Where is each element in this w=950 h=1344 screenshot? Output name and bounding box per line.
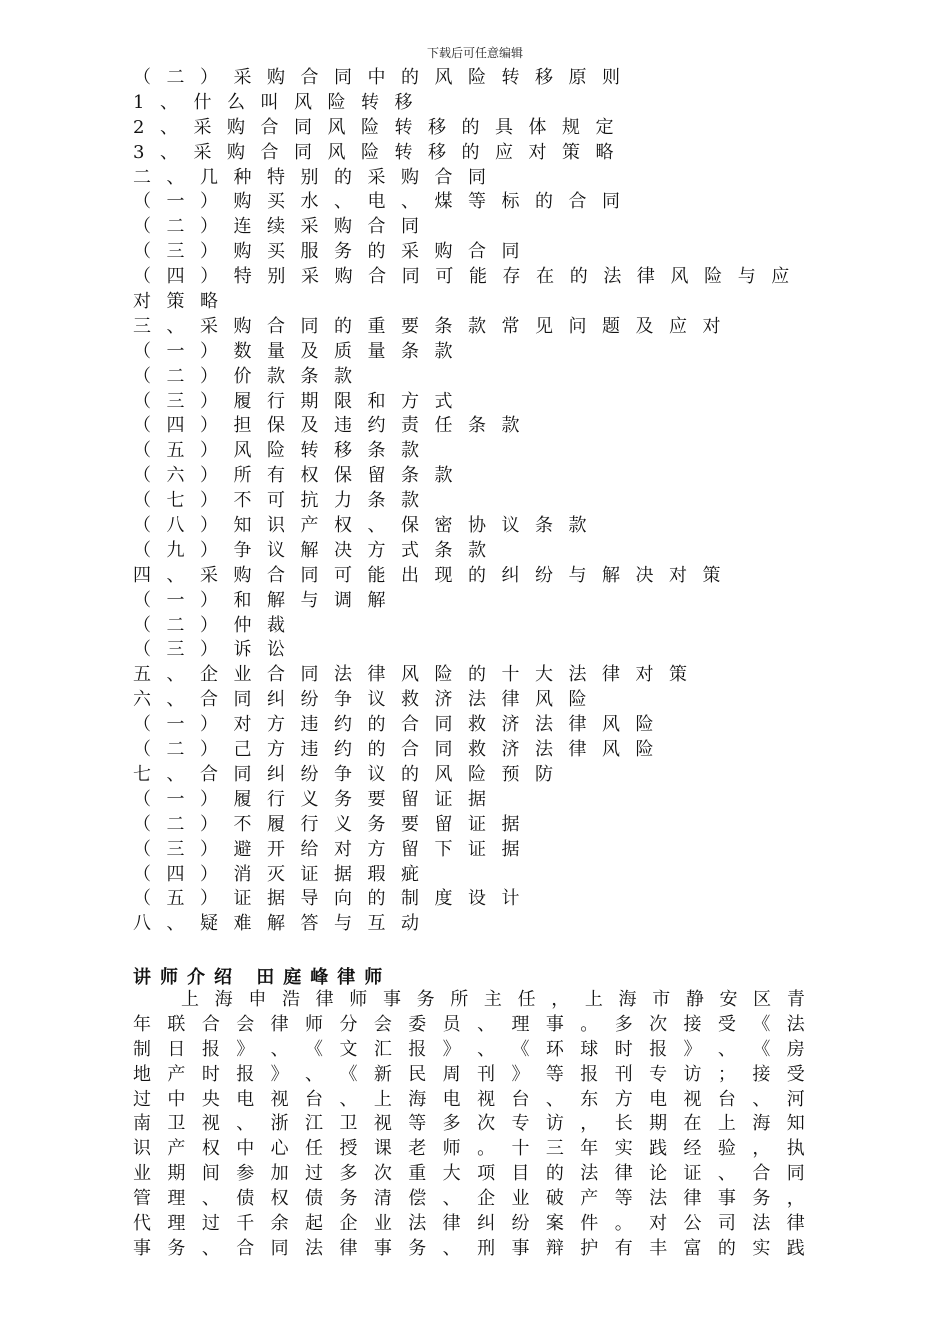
char: 辩 — [545, 1237, 564, 1259]
char: 次 — [649, 1013, 668, 1035]
outline-item: （七）不可抗力条款 — [133, 490, 435, 512]
char: 南 — [133, 1113, 151, 1135]
char: 多 — [339, 1163, 358, 1185]
char: 日 — [167, 1038, 186, 1060]
char: 清 — [373, 1188, 392, 1210]
outline-item: （二）价款条款 — [133, 365, 368, 387]
char: 过 — [201, 1213, 220, 1235]
char: 》 — [270, 1063, 289, 1085]
char: 《 — [511, 1038, 530, 1060]
char: 破 — [545, 1188, 564, 1210]
char: 市 — [652, 989, 671, 1010]
char: 别 — [267, 266, 301, 288]
char: 富 — [683, 1237, 702, 1259]
outline-item: （五）风险转移条款 — [133, 440, 435, 462]
char: 环 — [545, 1038, 564, 1060]
char: 合 — [752, 1163, 771, 1185]
char: 分 — [339, 1013, 358, 1035]
char: 法 — [752, 1213, 771, 1235]
char: 委 — [408, 1013, 427, 1035]
char: 法 — [580, 1163, 599, 1185]
char: 事 — [382, 989, 401, 1010]
char: 在 — [536, 266, 570, 288]
char: 知 — [786, 1113, 805, 1135]
outline-item: 五、企业合同法律风险的十大法律对策 — [133, 664, 703, 686]
char: 律 — [270, 1013, 289, 1035]
char: 事 — [545, 1013, 564, 1035]
char: ， — [786, 1188, 805, 1210]
char: 青 — [786, 989, 805, 1010]
char: 产 — [580, 1188, 599, 1210]
char: 师 — [442, 1138, 461, 1160]
char: 海 — [752, 1113, 771, 1135]
char: 地 — [133, 1063, 151, 1085]
char: 企 — [477, 1188, 496, 1210]
course-outline — [133, 66, 813, 937]
outline-item: （一）履行义务要留证据 — [133, 788, 502, 810]
bio-line — [133, 1187, 805, 1212]
char: 执 — [786, 1138, 805, 1160]
char: 央 — [201, 1088, 220, 1110]
char: 区 — [753, 989, 772, 1010]
char: 、 — [477, 1038, 496, 1060]
char: 应 — [771, 266, 805, 288]
char: ， — [752, 1138, 771, 1160]
char: 识 — [133, 1138, 151, 1160]
char: 报 — [236, 1063, 255, 1085]
char: 余 — [270, 1213, 289, 1235]
char: ） — [200, 266, 234, 288]
char: 、 — [752, 1088, 771, 1110]
char: 受 — [717, 1013, 736, 1035]
char: 的 — [569, 266, 604, 288]
char: 务 — [339, 1188, 358, 1210]
char: 等 — [614, 1188, 633, 1210]
char: 年 — [580, 1138, 599, 1160]
char: 。 — [614, 1213, 633, 1235]
outline-item: （三）避开给对方留下证据 — [133, 838, 535, 860]
char: 、 — [717, 1163, 736, 1185]
char: 报 — [649, 1038, 668, 1060]
char: 存 — [502, 266, 537, 288]
char: 重 — [408, 1163, 427, 1185]
char: 授 — [339, 1138, 358, 1160]
char: 中 — [236, 1138, 255, 1160]
char: 任 — [517, 989, 536, 1010]
char: 同 — [401, 266, 436, 288]
char: 中 — [167, 1088, 186, 1110]
char: 律 — [339, 1237, 358, 1259]
char: 多 — [442, 1113, 461, 1135]
outline-item: （二）仲裁 — [133, 614, 301, 636]
char: 项 — [477, 1163, 496, 1185]
instructor-bio — [133, 988, 805, 1262]
char: 海 — [618, 989, 637, 1010]
char: 实 — [752, 1237, 771, 1259]
char: 期 — [649, 1113, 668, 1135]
char: 特 — [233, 266, 268, 288]
char: 、 — [270, 1038, 289, 1060]
char: 课 — [373, 1138, 392, 1160]
char: 务 — [167, 1237, 186, 1259]
char: 证 — [683, 1163, 702, 1185]
char: 债 — [236, 1188, 255, 1210]
char: 期 — [167, 1163, 186, 1185]
char: 、 — [201, 1237, 220, 1259]
char: ， — [551, 989, 570, 1010]
char: 文 — [339, 1038, 358, 1060]
outline-item: （四）消灭证据瑕疵 — [133, 863, 435, 885]
char: 验 — [717, 1138, 736, 1160]
char: 购 — [334, 266, 369, 288]
outline-item: 2、采购合同风险转移的具体规定 — [133, 116, 629, 138]
char: 、 — [201, 1188, 220, 1210]
char: 长 — [614, 1113, 633, 1135]
char: 电 — [649, 1088, 668, 1110]
char: 大 — [442, 1163, 461, 1185]
char: 专 — [511, 1113, 530, 1135]
char: 等 — [408, 1113, 427, 1135]
bio-line — [133, 1013, 805, 1038]
outline-item: （二）采购合同中的风险转移原则 — [133, 67, 636, 88]
instructor-heading: 讲师介绍 田庭峰律师 — [133, 967, 392, 988]
char: 《 — [305, 1038, 324, 1060]
char: 理 — [511, 1013, 530, 1035]
char: 汇 — [373, 1038, 392, 1060]
char: 权 — [270, 1188, 289, 1210]
bio-line — [133, 1137, 805, 1162]
char: 企 — [339, 1213, 358, 1235]
char: 实 — [614, 1138, 633, 1160]
char: 务 — [416, 989, 435, 1010]
char: 东 — [580, 1088, 599, 1110]
char: 债 — [305, 1188, 324, 1210]
char: 纷 — [511, 1213, 530, 1235]
char: 上 — [717, 1113, 736, 1135]
char: 台 — [305, 1088, 324, 1110]
char: 刊 — [477, 1063, 496, 1085]
char: 同 — [270, 1237, 289, 1259]
char: 时 — [614, 1038, 633, 1060]
char: 、 — [442, 1237, 461, 1259]
outline-item: 三、采购合同的重要条款常见问题及应对 — [133, 315, 736, 337]
char: 管 — [133, 1188, 151, 1210]
char: 视 — [201, 1113, 220, 1135]
char: 代 — [133, 1213, 151, 1235]
char: 在 — [683, 1113, 702, 1135]
char: 事 — [133, 1237, 151, 1259]
char: 务 — [408, 1237, 427, 1259]
char: 险 — [704, 266, 738, 288]
char: 加 — [270, 1163, 289, 1185]
char: 新 — [373, 1063, 392, 1085]
char: 件 — [580, 1213, 599, 1235]
char: 起 — [305, 1213, 324, 1235]
char: 视 — [477, 1088, 496, 1110]
char: 安 — [719, 989, 738, 1010]
char: 产 — [167, 1063, 186, 1085]
char: 业 — [373, 1213, 392, 1235]
char: 上 — [373, 1088, 392, 1110]
char: 师 — [349, 989, 368, 1010]
char: 师 — [305, 1013, 324, 1035]
char: 理 — [167, 1188, 186, 1210]
char: （ — [133, 266, 167, 288]
char: 刊 — [614, 1063, 633, 1085]
char: 接 — [752, 1063, 771, 1085]
char: 时 — [201, 1063, 220, 1085]
char: 员 — [442, 1013, 461, 1035]
char: 民 — [408, 1063, 427, 1085]
char: 方 — [614, 1088, 633, 1110]
bio-line — [133, 1038, 805, 1063]
char: 多 — [614, 1013, 633, 1035]
char: 经 — [683, 1138, 702, 1160]
char: 报 — [580, 1063, 599, 1085]
char: 偿 — [408, 1188, 427, 1210]
char: 等 — [545, 1063, 564, 1085]
outline-item: （二）己方违约的合同救济法律风险 — [133, 739, 669, 761]
char: 专 — [649, 1063, 668, 1085]
char: 电 — [442, 1088, 461, 1110]
char: 、 — [339, 1088, 358, 1110]
char: 论 — [649, 1163, 668, 1185]
char: 践 — [649, 1138, 668, 1160]
char: 心 — [270, 1138, 289, 1160]
char: 四 — [166, 266, 201, 288]
char: 的 — [717, 1237, 736, 1259]
char: 视 — [683, 1088, 702, 1110]
char: 电 — [236, 1088, 255, 1110]
char: 视 — [270, 1088, 289, 1110]
char: 、 — [477, 1013, 496, 1035]
char: 报 — [201, 1038, 220, 1060]
char: 、 — [305, 1063, 324, 1085]
char: 受 — [786, 1063, 805, 1085]
char: 律 — [442, 1213, 461, 1235]
outline-item: （三）诉讼 — [133, 639, 301, 661]
char: 事 — [717, 1188, 736, 1210]
char: 刑 — [477, 1237, 496, 1259]
char: 律 — [636, 266, 671, 288]
outline-item: （一）对方违约的合同救济法律风险 — [133, 714, 669, 736]
char: 房 — [786, 1038, 805, 1060]
char: 》 — [511, 1063, 530, 1085]
outline-item: （二）连续采购合同 — [133, 216, 435, 238]
outline-item: （九）争议解决方式条款 — [133, 539, 502, 561]
char: 参 — [236, 1163, 255, 1185]
char: 的 — [545, 1163, 564, 1185]
char: 河 — [786, 1088, 805, 1110]
outline-item-justified — [133, 265, 805, 290]
outline-item: （一）购买水、电、煤等标的合同 — [133, 191, 636, 213]
char: 纠 — [477, 1213, 496, 1235]
char: 》 — [442, 1038, 461, 1060]
char: 台 — [511, 1088, 530, 1110]
outline-item: （四）担保及违约责任条款 — [133, 415, 535, 437]
char: 法 — [603, 266, 637, 288]
char: 台 — [717, 1088, 736, 1110]
char: 任 — [305, 1138, 324, 1160]
char: 公 — [683, 1213, 702, 1235]
char: 法 — [305, 1237, 324, 1259]
char: 海 — [408, 1088, 427, 1110]
outline-item: （五）证据导向的制度设计 — [133, 888, 535, 910]
outline-item: （八）知识产权、保密协议条款 — [133, 515, 602, 537]
char: 访 — [683, 1063, 702, 1085]
char: 可 — [435, 266, 469, 288]
char: 目 — [511, 1163, 530, 1185]
char: 丰 — [649, 1237, 668, 1259]
char: 与 — [737, 266, 772, 288]
char: 合 — [236, 1237, 255, 1259]
char: 风 — [670, 266, 704, 288]
char: 产 — [167, 1138, 186, 1160]
char: 上 — [181, 989, 199, 1010]
char: 年 — [133, 1013, 151, 1035]
char: 静 — [685, 989, 704, 1010]
char: 理 — [167, 1213, 186, 1235]
outline-item: 3、采购合同风险转移的应对策略 — [133, 141, 629, 163]
outline-item: （三）购买服务的采购合同 — [133, 241, 535, 263]
bio-line — [133, 1063, 805, 1088]
char: 能 — [468, 266, 503, 288]
char: 次 — [373, 1163, 392, 1185]
char: 视 — [373, 1113, 392, 1135]
outline-item: 二、几种特别的采购合同 — [133, 166, 502, 188]
outline-item: 八、疑难解答与互动 — [133, 913, 435, 935]
char: 、 — [717, 1038, 736, 1060]
char: 次 — [477, 1113, 496, 1135]
outline-item: 四、采购合同可能出现的纠纷与解决对策 — [133, 564, 736, 586]
char: 同 — [786, 1163, 805, 1185]
outline-item: 对策略 — [133, 291, 234, 313]
char: 、 — [442, 1188, 461, 1210]
bio-line — [133, 1212, 805, 1237]
char: 报 — [408, 1038, 427, 1060]
bio-line — [133, 1088, 805, 1113]
outline-item: （一）和解与调解 — [133, 589, 401, 611]
char: 上 — [584, 989, 603, 1010]
char: 江 — [305, 1113, 324, 1135]
char: 、 — [545, 1088, 564, 1110]
char: 、 — [236, 1113, 255, 1135]
char: 联 — [167, 1013, 186, 1035]
char: 律 — [614, 1163, 633, 1185]
outline-item: （三）履行期限和方式 — [133, 390, 468, 412]
char: 过 — [305, 1163, 324, 1185]
char: 律 — [315, 989, 334, 1010]
char: 对 — [649, 1213, 668, 1235]
char: 合 — [201, 1013, 220, 1035]
char: 接 — [683, 1013, 702, 1035]
char: 律 — [683, 1188, 702, 1210]
char: 法 — [786, 1013, 805, 1035]
outline-item: 七、合同纠纷争议的风险预防 — [133, 763, 569, 785]
char: 业 — [133, 1163, 151, 1185]
page-header: 下载后可任意编辑 — [426, 46, 523, 60]
char: 采 — [300, 266, 335, 288]
bio-line — [133, 988, 805, 1013]
char: 制 — [133, 1038, 151, 1060]
char: 卫 — [339, 1113, 358, 1135]
outline-item: （六）所有权保留条款 — [133, 465, 468, 487]
char: 《 — [752, 1013, 771, 1035]
char: 十 — [511, 1138, 530, 1160]
char: 有 — [614, 1237, 633, 1259]
char: ， — [580, 1113, 599, 1135]
char: 事 — [373, 1237, 392, 1259]
bio-line — [133, 1112, 805, 1137]
char: 事 — [511, 1237, 530, 1259]
char: 千 — [236, 1213, 255, 1235]
bio-line — [133, 1162, 805, 1187]
char: 合 — [368, 266, 402, 288]
char: 申 — [248, 989, 267, 1010]
char: 老 — [408, 1138, 427, 1160]
char: 过 — [133, 1088, 151, 1110]
char: 》 — [683, 1038, 702, 1060]
char: 间 — [201, 1163, 220, 1185]
char: 周 — [442, 1063, 461, 1085]
char: 业 — [511, 1188, 530, 1210]
char: 司 — [717, 1213, 736, 1235]
char: 践 — [786, 1237, 805, 1259]
char: 权 — [201, 1138, 220, 1160]
char: 三 — [545, 1138, 564, 1160]
outline-item: 六、合同纠纷争议救济法律风险 — [133, 689, 602, 711]
char: 务 — [752, 1188, 771, 1210]
char: 所 — [450, 989, 469, 1010]
char: 律 — [786, 1213, 805, 1235]
char: 海 — [214, 989, 233, 1010]
char: 法 — [408, 1213, 427, 1235]
char: 。 — [477, 1138, 496, 1160]
char: 会 — [236, 1013, 255, 1035]
char: 主 — [483, 989, 502, 1010]
char: 浙 — [270, 1113, 289, 1135]
char: 》 — [236, 1038, 255, 1060]
bio-line — [133, 1237, 805, 1262]
char: 会 — [373, 1013, 392, 1035]
char: 《 — [752, 1038, 771, 1060]
char: 卫 — [167, 1113, 186, 1135]
char: 案 — [545, 1213, 564, 1235]
char: 。 — [580, 1013, 599, 1035]
char: 浩 — [281, 989, 300, 1010]
outline-item: （一）数量及质量条款 — [133, 340, 468, 362]
char: 球 — [580, 1038, 599, 1060]
outline-item: 1、什么叫风险转移 — [133, 91, 428, 113]
char: ； — [717, 1063, 736, 1085]
char: 护 — [580, 1237, 599, 1259]
char: 法 — [649, 1188, 668, 1210]
char: 《 — [339, 1063, 358, 1085]
outline-item: （二）不履行义务要留证据 — [133, 813, 535, 835]
char: 访 — [545, 1113, 564, 1135]
